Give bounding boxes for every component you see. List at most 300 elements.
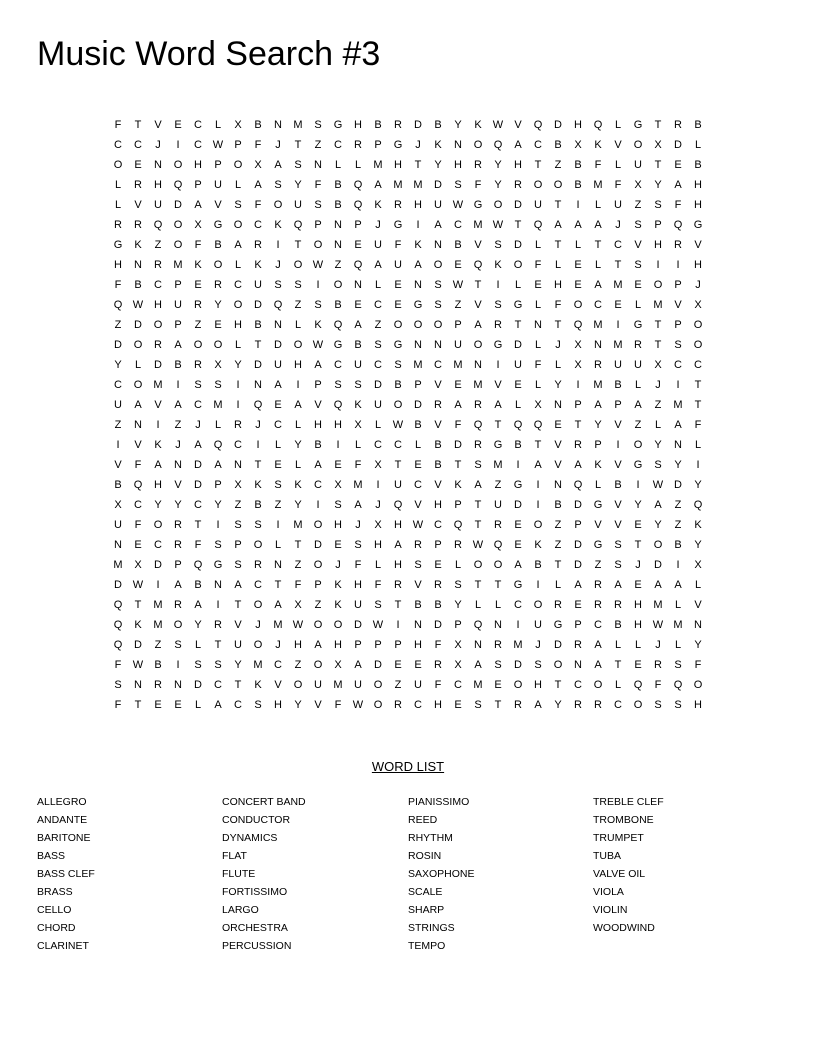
grid-cell: A	[174, 579, 182, 591]
grid-cell: O	[553, 659, 563, 671]
grid-cell: A	[374, 259, 382, 271]
grid-cell: I	[496, 279, 500, 291]
grid-cell: U	[234, 639, 242, 651]
grid-cell: L	[114, 179, 122, 191]
grid-cell: A	[474, 659, 482, 671]
word-list-item: TREBLE CLEF	[593, 796, 664, 808]
word-list-item: TUBA	[593, 850, 622, 862]
grid-cell: B	[254, 499, 262, 511]
grid-cell: T	[494, 579, 502, 591]
grid-cell: K	[534, 539, 542, 551]
grid-cell: V	[614, 519, 622, 531]
grid-cell: J	[555, 339, 561, 351]
word-list-item: VIOLA	[593, 886, 624, 898]
grid-cell: M	[273, 619, 283, 631]
grid-cell: F	[354, 559, 362, 571]
grid-cell: F	[534, 259, 542, 271]
grid-cell: S	[214, 539, 222, 551]
grid-cell: R	[434, 399, 442, 411]
grid-cell: M	[333, 679, 343, 691]
grid-cell: Y	[674, 459, 682, 471]
word-list-item: SAXOPHONE	[408, 868, 475, 880]
grid-cell: L	[694, 439, 702, 451]
grid-cell: X	[294, 599, 302, 611]
grid-cell: Q	[573, 479, 583, 491]
word-list-item: VIOLIN	[593, 904, 628, 916]
grid-cell: B	[194, 579, 202, 591]
grid-cell: I	[676, 379, 680, 391]
grid-cell: E	[634, 659, 642, 671]
grid-cell: P	[594, 439, 602, 451]
grid-cell: Q	[533, 119, 543, 131]
grid-cell: K	[474, 119, 482, 131]
grid-cell: E	[634, 279, 642, 291]
grid-cell: S	[474, 459, 482, 471]
grid-cell: L	[294, 419, 302, 431]
grid-cell: L	[354, 439, 362, 451]
grid-cell: F	[434, 679, 442, 691]
grid-cell: X	[374, 519, 382, 531]
grid-cell: S	[234, 519, 242, 531]
grid-cell: N	[674, 439, 682, 451]
grid-cell: L	[294, 319, 302, 331]
grid-cell: A	[274, 159, 282, 171]
grid-cell: A	[354, 499, 362, 511]
grid-cell: B	[614, 619, 622, 631]
grid-cell: I	[116, 439, 120, 451]
grid-cell: C	[194, 399, 202, 411]
grid-cell: U	[534, 619, 542, 631]
grid-cell: C	[254, 579, 262, 591]
grid-cell: W	[132, 659, 144, 671]
grid-cell: L	[234, 179, 242, 191]
grid-cell: A	[214, 459, 222, 471]
grid-cell: L	[354, 159, 362, 171]
grid-cell: R	[594, 699, 602, 711]
grid-cell: M	[453, 359, 463, 371]
grid-cell: W	[212, 139, 224, 151]
grid-cell: Y	[154, 499, 162, 511]
grid-cell: A	[654, 579, 662, 591]
grid-cell: M	[153, 619, 163, 631]
grid-cell: O	[253, 539, 263, 551]
grid-cell: M	[593, 319, 603, 331]
grid-cell: I	[216, 519, 220, 531]
grid-cell: H	[294, 359, 302, 371]
grid-cell: F	[254, 199, 262, 211]
grid-cell: T	[394, 599, 402, 611]
grid-cell: K	[294, 479, 302, 491]
grid-cell: O	[633, 139, 643, 151]
grid-cell: V	[474, 299, 482, 311]
grid-cell: F	[114, 659, 122, 671]
grid-cell: V	[154, 399, 162, 411]
grid-cell: Z	[194, 319, 202, 331]
grid-cell: I	[236, 379, 240, 391]
grid-cell: S	[314, 119, 322, 131]
grid-cell: I	[696, 459, 700, 471]
grid-cell: Q	[473, 419, 483, 431]
grid-cell: S	[674, 339, 682, 351]
grid-cell: Y	[174, 499, 182, 511]
grid-cell: J	[195, 419, 201, 431]
grid-cell: P	[234, 139, 242, 151]
grid-cell: Y	[654, 439, 662, 451]
grid-cell: Z	[634, 419, 642, 431]
grid-cell: G	[693, 219, 703, 231]
grid-cell: V	[614, 459, 622, 471]
grid-cell: S	[414, 559, 422, 571]
grid-cell: W	[132, 579, 144, 591]
grid-cell: L	[594, 199, 602, 211]
grid-cell: T	[554, 239, 562, 251]
grid-cell: S	[254, 519, 262, 531]
letter-grid	[108, 115, 708, 715]
grid-cell: X	[574, 339, 582, 351]
grid-cell: A	[594, 639, 602, 651]
grid-row	[108, 575, 708, 595]
grid-cell: V	[474, 239, 482, 251]
grid-cell: E	[134, 539, 142, 551]
grid-cell: C	[194, 119, 202, 131]
grid-cell: E	[394, 279, 402, 291]
grid-row	[108, 615, 708, 635]
grid-cell: E	[514, 379, 522, 391]
grid-cell: N	[134, 679, 142, 691]
grid-cell: H	[634, 619, 642, 631]
grid-cell: K	[154, 439, 162, 451]
grid-cell: Q	[353, 179, 363, 191]
word-list-item: TRUMPET	[593, 832, 644, 844]
grid-cell: Z	[294, 659, 302, 671]
grid-cell: P	[374, 139, 382, 151]
grid-row	[108, 315, 708, 335]
grid-cell: O	[253, 599, 263, 611]
grid-cell: C	[454, 219, 462, 231]
grid-cell: E	[574, 279, 582, 291]
grid-cell: H	[694, 179, 702, 191]
grid-cell: O	[433, 319, 443, 331]
grid-cell: R	[354, 139, 362, 151]
grid-cell: C	[674, 359, 682, 371]
grid-cell: J	[255, 619, 261, 631]
grid-cell: S	[214, 379, 222, 391]
grid-cell: E	[334, 539, 342, 551]
grid-cell: Q	[513, 419, 523, 431]
grid-cell: T	[134, 599, 142, 611]
grid-cell: O	[213, 259, 223, 271]
grid-cell: S	[474, 699, 482, 711]
grid-cell: T	[294, 539, 302, 551]
grid-cell: Q	[673, 679, 683, 691]
grid-cell: D	[374, 379, 382, 391]
grid-cell: C	[154, 539, 162, 551]
grid-cell: Y	[554, 699, 562, 711]
grid-cell: S	[194, 659, 202, 671]
grid-cell: R	[254, 559, 262, 571]
grid-cell: N	[434, 239, 442, 251]
grid-cell: Y	[294, 439, 302, 451]
grid-cell: P	[314, 579, 322, 591]
grid-cell: R	[594, 579, 602, 591]
grid-cell: A	[434, 219, 442, 231]
grid-cell: L	[534, 379, 542, 391]
grid-cell: R	[134, 219, 142, 231]
grid-cell: B	[434, 459, 442, 471]
grid-cell: N	[134, 259, 142, 271]
grid-cell: T	[294, 139, 302, 151]
grid-cell: G	[113, 239, 123, 251]
grid-cell: R	[414, 539, 422, 551]
grid-cell: U	[394, 479, 402, 491]
grid-cell: Q	[253, 399, 263, 411]
grid-cell: L	[614, 159, 622, 171]
word-list-item: PIANISSIMO	[408, 796, 470, 808]
grid-cell: W	[372, 619, 384, 631]
grid-cell: F	[134, 519, 142, 531]
grid-cell: O	[313, 659, 323, 671]
grid-cell: O	[653, 279, 663, 291]
grid-cell: A	[234, 239, 242, 251]
grid-cell: U	[374, 399, 382, 411]
grid-cell: Y	[214, 499, 222, 511]
grid-cell: X	[454, 639, 462, 651]
grid-cell: W	[412, 519, 424, 531]
grid-cell: S	[374, 599, 382, 611]
grid-cell: S	[354, 379, 362, 391]
word-list-item: BARITONE	[37, 832, 91, 844]
grid-cell: D	[554, 119, 562, 131]
grid-cell: M	[373, 159, 383, 171]
grid-cell: B	[614, 479, 622, 491]
grid-cell: I	[216, 599, 220, 611]
grid-cell: M	[593, 379, 603, 391]
grid-cell: C	[214, 679, 222, 691]
grid-cell: H	[574, 119, 582, 131]
grid-cell: I	[676, 559, 680, 571]
grid-cell: G	[553, 619, 563, 631]
grid-cell: M	[113, 559, 123, 571]
grid-cell: Z	[554, 159, 562, 171]
grid-cell: K	[314, 319, 322, 331]
grid-cell: O	[533, 179, 543, 191]
grid-cell: T	[474, 499, 482, 511]
grid-cell: J	[275, 259, 281, 271]
grid-cell: L	[634, 639, 642, 651]
grid-cell: X	[634, 179, 642, 191]
grid-cell: R	[174, 519, 182, 531]
word-list-item: TEMPO	[408, 940, 446, 952]
grid-cell: M	[473, 679, 483, 691]
grid-cell: Z	[494, 479, 502, 491]
grid-cell: B	[414, 599, 422, 611]
grid-cell: G	[393, 219, 403, 231]
word-list-column-3	[408, 793, 578, 955]
grid-cell: O	[593, 679, 603, 691]
grid-cell: Z	[294, 559, 302, 571]
grid-cell: I	[676, 259, 680, 271]
grid-cell: D	[174, 199, 182, 211]
word-list-item: REED	[408, 814, 438, 826]
grid-cell: U	[414, 679, 422, 691]
grid-cell: S	[174, 639, 182, 651]
grid-cell: E	[554, 419, 562, 431]
grid-cell: S	[214, 659, 222, 671]
grid-cell: V	[174, 479, 182, 491]
grid-row	[108, 595, 708, 615]
grid-cell: D	[574, 499, 582, 511]
grid-cell: G	[633, 319, 643, 331]
grid-cell: R	[114, 219, 122, 231]
grid-cell: E	[274, 399, 282, 411]
grid-cell: Q	[333, 319, 343, 331]
word-list-item: TROMBONE	[593, 814, 654, 826]
grid-cell: R	[434, 579, 442, 591]
grid-cell: Q	[213, 439, 223, 451]
grid-cell: N	[334, 239, 342, 251]
grid-cell: P	[314, 219, 322, 231]
grid-cell: X	[234, 119, 242, 131]
grid-cell: O	[493, 199, 503, 211]
grid-cell: H	[434, 699, 442, 711]
grid-cell: M	[653, 599, 663, 611]
grid-cell: X	[334, 479, 342, 491]
grid-cell: L	[574, 239, 582, 251]
grid-cell: T	[654, 159, 662, 171]
grid-cell: O	[293, 259, 303, 271]
grid-cell: L	[194, 699, 202, 711]
grid-cell: T	[534, 159, 542, 171]
grid-cell: X	[454, 659, 462, 671]
grid-cell: K	[274, 219, 282, 231]
grid-cell: F	[434, 639, 442, 651]
grid-cell: M	[153, 379, 163, 391]
grid-cell: G	[493, 439, 503, 451]
grid-cell: D	[414, 119, 422, 131]
grid-cell: C	[574, 679, 582, 691]
grid-cell: L	[294, 459, 302, 471]
grid-cell: F	[474, 179, 482, 191]
grid-cell: A	[514, 139, 522, 151]
grid-cell: T	[554, 679, 562, 691]
grid-cell: Q	[533, 219, 543, 231]
grid-cell: P	[314, 379, 322, 391]
grid-cell: M	[413, 179, 423, 191]
grid-cell: Z	[154, 639, 162, 651]
grid-cell: R	[234, 419, 242, 431]
grid-cell: O	[653, 539, 663, 551]
grid-cell: H	[394, 519, 402, 531]
grid-cell: Q	[113, 639, 123, 651]
grid-cell: S	[234, 199, 242, 211]
grid-cell: T	[254, 339, 262, 351]
grid-cell: M	[173, 259, 183, 271]
grid-cell: N	[314, 159, 322, 171]
grid-cell: T	[454, 459, 462, 471]
grid-cell: L	[534, 239, 542, 251]
grid-cell: A	[654, 499, 662, 511]
grid-row	[108, 195, 708, 215]
grid-cell: S	[294, 279, 302, 291]
grid-cell: D	[674, 139, 682, 151]
grid-cell: E	[494, 679, 502, 691]
grid-cell: T	[194, 519, 202, 531]
word-list-column-1	[37, 793, 207, 955]
grid-cell: O	[233, 219, 243, 231]
grid-row	[108, 355, 708, 375]
grid-row	[108, 495, 708, 515]
grid-cell: R	[514, 699, 522, 711]
grid-cell: O	[473, 559, 483, 571]
grid-cell: P	[414, 379, 422, 391]
grid-cell: N	[454, 139, 462, 151]
grid-cell: L	[694, 139, 702, 151]
grid-cell: T	[534, 439, 542, 451]
grid-cell: L	[614, 639, 622, 651]
grid-cell: A	[594, 279, 602, 291]
word-list-item: ANDANTE	[37, 814, 88, 826]
grid-cell: V	[514, 119, 522, 131]
grid-cell: Q	[593, 119, 603, 131]
grid-cell: Q	[453, 519, 463, 531]
grid-cell: F	[314, 179, 322, 191]
grid-cell: S	[634, 219, 642, 231]
grid-cell: I	[516, 619, 520, 631]
grid-cell: C	[234, 279, 242, 291]
grid-cell: R	[494, 639, 502, 651]
grid-cell: N	[234, 459, 242, 471]
grid-cell: Q	[533, 419, 543, 431]
grid-cell: D	[194, 479, 202, 491]
word-list-item: DYNAMICS	[222, 832, 278, 844]
grid-cell: O	[113, 159, 123, 171]
grid-cell: S	[454, 579, 462, 591]
grid-cell: I	[316, 279, 320, 291]
grid-cell: Y	[554, 379, 562, 391]
grid-cell: O	[273, 199, 283, 211]
grid-cell: R	[474, 439, 482, 451]
grid-cell: I	[536, 479, 540, 491]
grid-cell: W	[492, 119, 504, 131]
grid-cell: L	[374, 559, 382, 571]
grid-cell: S	[394, 359, 402, 371]
grid-cell: F	[134, 459, 142, 471]
grid-cell: M	[613, 339, 623, 351]
grid-cell: M	[593, 179, 603, 191]
grid-cell: S	[274, 479, 282, 491]
grid-cell: I	[616, 439, 620, 451]
grid-cell: C	[594, 619, 602, 631]
grid-cell: N	[334, 219, 342, 231]
grid-cell: S	[494, 239, 502, 251]
grid-cell: M	[213, 399, 223, 411]
grid-cell: P	[574, 519, 582, 531]
grid-cell: K	[334, 579, 342, 591]
grid-cell: I	[236, 399, 240, 411]
grid-cell: G	[473, 199, 483, 211]
grid-cell: W	[472, 539, 484, 551]
grid-cell: C	[234, 439, 242, 451]
grid-row	[108, 255, 708, 275]
grid-cell: C	[614, 239, 622, 251]
grid-cell: Q	[333, 399, 343, 411]
grid-cell: R	[494, 519, 502, 531]
grid-cell: F	[614, 179, 622, 191]
grid-cell: L	[614, 119, 622, 131]
grid-cell: Y	[594, 419, 602, 431]
grid-row	[108, 155, 708, 175]
grid-cell: I	[176, 139, 180, 151]
